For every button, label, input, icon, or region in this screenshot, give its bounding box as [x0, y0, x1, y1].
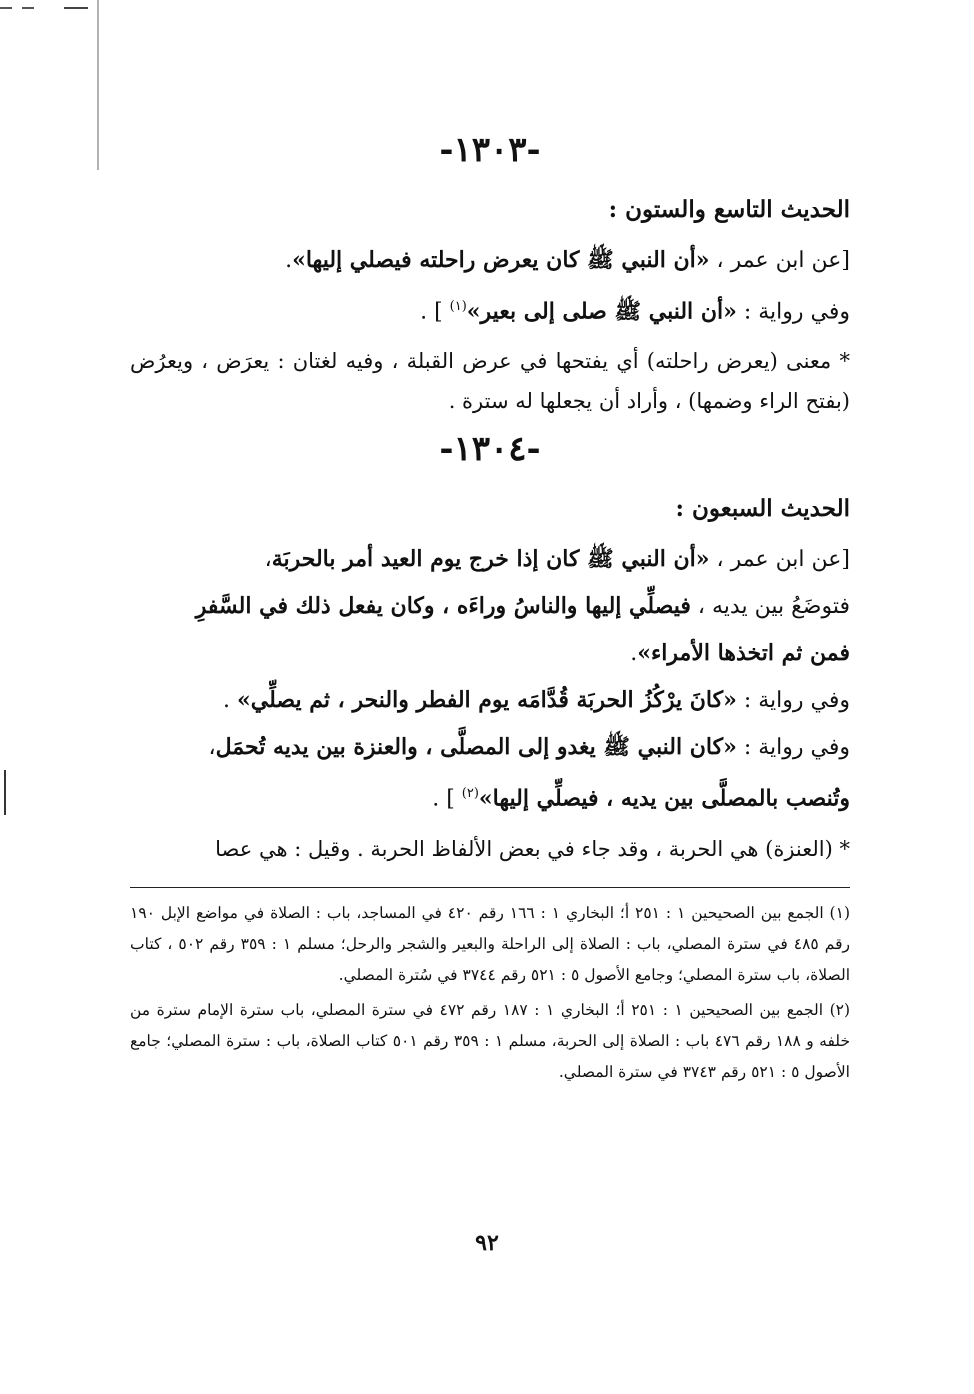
line-suffix: ] . — [432, 786, 462, 812]
footnote-divider — [130, 887, 850, 888]
hadith-text: وتُنصب بالمصلَّى بين يديه ، فيصلِّي إليها» — [478, 785, 850, 812]
line-suffix: ، — [208, 735, 216, 761]
hadith-title-70: الحديث السبعون : — [675, 495, 850, 523]
hadith-text: «أن النبي ﷺ كان يعرض راحلته فيصلي إليها» — [292, 247, 710, 273]
hadith-line — [130, 771, 850, 822]
explanation-note: * معنى (يعرض راحلته) أي يفتحها في عرض القبلة ، وفيه لغتان : يعرَض ، ويعرُض (بفتح الراء وضمها) ، وأراد أن يجعلها له سترة . — [130, 349, 850, 414]
footnote-2: (٢) الجمع بين الصحيحين ١ : ٢٥١ أ؛ البخاري ١ : ١٨٧ رقم ٤٧٢ في سترة المصلي، باب سترة الإمام سترة من خلفه و ١٨٨ رقم ٤٧٦ باب : الصلاة إلى الحربة، مسلم ١ : ٣٥٩ رقم ٥٠١ كتاب الصلاة، باب : سترة المصلي؛ جامع الأصول ٥ : ٥٢١ رقم ٣٧٤٣ في سترة المصلي. — [130, 1000, 851, 1081]
hadith-title-69: الحديث التاسع والستون : — [608, 196, 850, 223]
line-prefix: [عن ابن عمر ، — [709, 248, 850, 273]
hadith-text: فيصلِّي إليها والناسُ وراءَه ، وكان يفعل ذلك في السَّفرِ — [195, 593, 691, 620]
hadith-line — [130, 583, 850, 630]
hadith-line — [130, 284, 850, 335]
hadith-text: فمن ثم اتخذها الأمراء» — [637, 640, 850, 667]
page-number: ٩٢ — [475, 1230, 499, 1256]
line-prefix: وفي رواية : — [736, 299, 850, 325]
line-suffix: . — [285, 248, 293, 273]
hadith-number-1303: -١٣٠٣- — [439, 130, 541, 170]
hadith-line — [130, 536, 850, 583]
hadith-text: «أن النبي ﷺ صلى إلى بعير» — [466, 298, 737, 325]
document-page — [130, 130, 850, 1092]
hadith-text: «أن النبي ﷺ كان إذا خرج يوم العيد أمر بالحربَة — [271, 546, 710, 573]
footnote-ref: (٢) — [461, 786, 479, 802]
hadith-line — [130, 677, 850, 724]
line-prefix: [عن ابن عمر ، — [709, 547, 850, 573]
line-suffix: . — [223, 688, 238, 714]
hadith-line — [130, 630, 850, 677]
hadith-number-1304: -١٣٠٤- — [439, 429, 541, 470]
line-suffix: . — [630, 641, 638, 667]
line-prefix: فتوضَعُ بين يديه ، — [690, 594, 850, 620]
hadith-text: «كانَ يرْكُزُ الحربَة قُدَّامَه يوم الفطر والنحر ، ثم يصلِّي» — [237, 687, 737, 714]
hadith-line — [130, 724, 850, 771]
line-suffix: ، — [264, 547, 272, 573]
hadith-line — [130, 237, 850, 284]
line-prefix: وفي رواية : — [736, 688, 850, 714]
hadith-text: «كان النبي ﷺ يغدو إلى المصلَّى ، والعنزة بين يديه تُحمَل — [215, 734, 737, 761]
footnote-1: (١) الجمع بين الصحيحين ١ : ٢٥١ أ؛ البخاري ١ : ١٦٦ رقم ٤٢٠ في المساجد، باب : الصلاة في مواضع الإبل ١٩٠ رقم ٤٨٥ في سترة المصلي، باب : الصلاة إلى الراحلة والبعير والشجر والرحل؛ مسلم ١ : ٣٥٩ رقم ٥٠٢ ، كتاب الصلاة، باب سترة المصلي؛ وجامع الأصول ٥ : ٥٢١ رقم ٣٧٤٤ في سُترة المصلي. — [130, 903, 850, 984]
line-prefix: وفي رواية : — [736, 735, 850, 761]
footnote-ref: (١) — [449, 299, 467, 314]
line-suffix: ] . — [420, 299, 450, 325]
explanation-note: * (العنزة) هي الحربة ، وقد جاء في بعض الألفاظ الحربة . وقيل : هي عصا — [215, 836, 850, 861]
